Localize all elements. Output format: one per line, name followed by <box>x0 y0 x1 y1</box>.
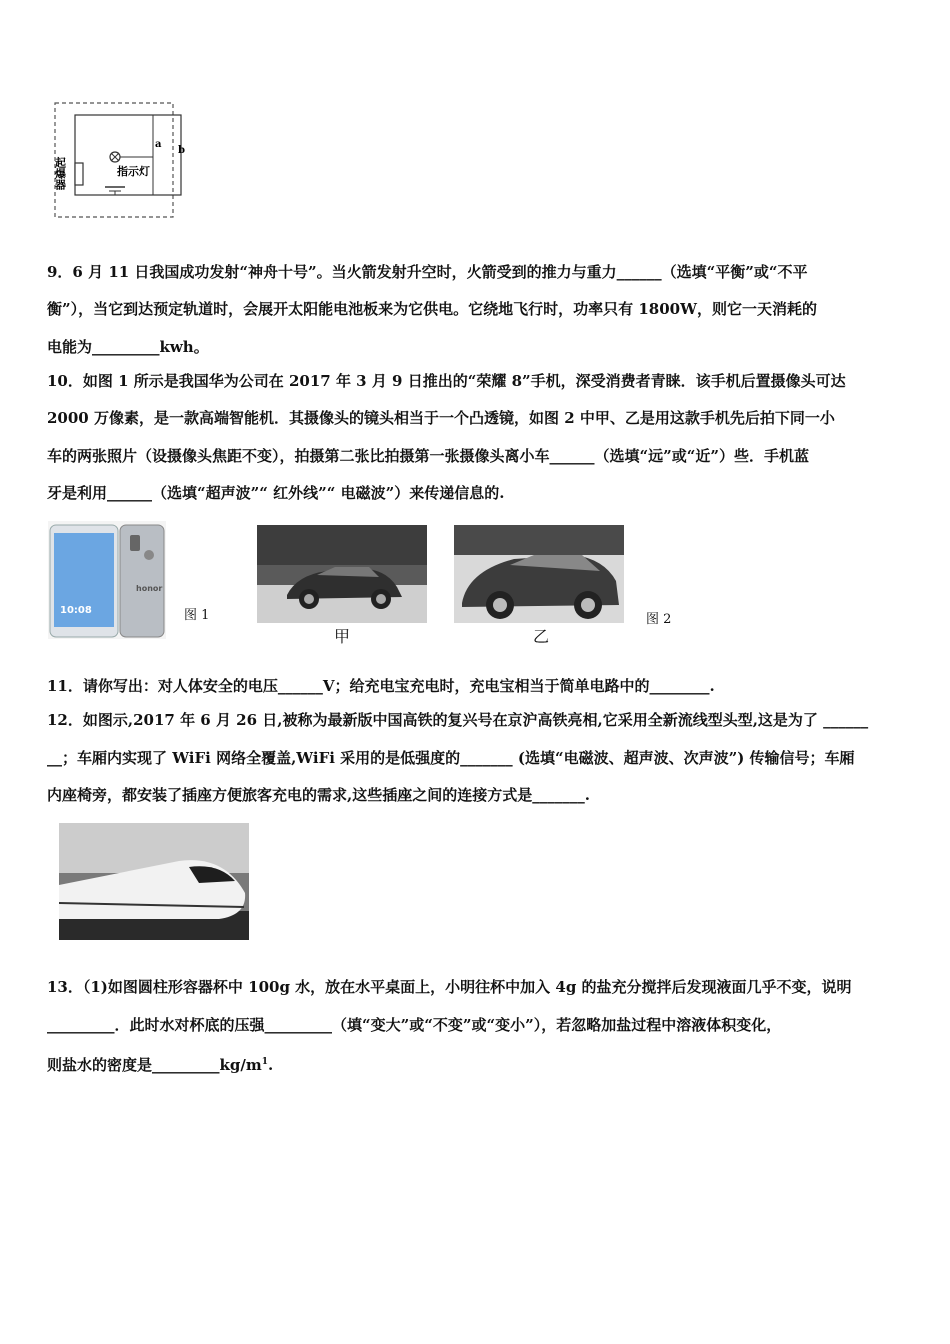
car-photo-b <box>454 525 624 623</box>
q12-line-3: 内座椅旁，都安装了插座方便旅客充电的需求,这些插座之间的连接方式是_______. <box>47 786 590 804</box>
q9-line-1: 9．6 月 11 日我国成功发射“神舟十号”。当火箭发射升空时，火箭受到的推力与重力______（选填“平衡”或“不平 <box>47 263 808 281</box>
train-image <box>59 823 249 940</box>
phone-image <box>48 521 166 639</box>
q13-unit-sup: 1 <box>261 1057 268 1067</box>
q13-line-3 <box>47 1052 273 1075</box>
car-a-caption: 甲 <box>334 627 351 646</box>
car-photo-a <box>257 525 427 623</box>
q11-line: 11．请你写出：对人体安全的电压______V；给充电宝充电时，充电宝相当于简单电路中的________. <box>47 677 715 695</box>
q10-line-3: 车的两张照片（设摄像头焦距不变），拍摄第二张比拍摄第一张摄像头离小车______（选填“远”或“近”）些．手机蓝 <box>47 447 810 465</box>
circuit-lamp-label: 指示灯 <box>117 165 150 178</box>
phone-brand: honor <box>136 584 163 593</box>
circuit-diagram <box>45 95 205 225</box>
q13-line-3-prefix: 则盐水的密度是_________kg/m <box>47 1056 262 1074</box>
fig1-caption: 图 1 <box>184 608 210 623</box>
q13-line-2: _________．此时水对杯底的压强_________（填“变大”或“不变”或“变小”），若忽略加盐过程中溶液体积变化， <box>47 1016 782 1034</box>
circuit-device-label: 起爆器 <box>53 157 67 190</box>
q13-line-1: 13．（1)如图圆柱形容器杯中 100g 水，放在水平桌面上，小明往杯中加入 4g 的盐充分搅拌后发现液面几乎不变，说明 <box>47 978 852 996</box>
q13-line-3-suffix: . <box>268 1056 274 1074</box>
q12-line-1: 12．如图示,2017 年 6 月 26 日,被称为最新版中国高铁的复兴号在京沪高铁亮相,它采用全新流线型头型,这是为了 ______ <box>47 711 869 729</box>
circuit-label-b: b <box>178 145 185 156</box>
q12-line-2: __；车厢内实现了 WiFi 网络全覆盖,WiFi 采用的是低强度的_______ (选填“电磁波、超声波、次声波”) 传输信号；车厢 <box>47 749 855 767</box>
fig2-caption: 图 2 <box>646 612 672 627</box>
q9-line-2: 衡”），当它到达预定轨道时，会展开太阳能电池板来为它供电。它绕地飞行时，功率只有 1800W，则它一天消耗的 <box>47 300 817 318</box>
car-b-caption: 乙 <box>533 627 550 646</box>
q9-line-3: 电能为_________kwh。 <box>47 338 209 356</box>
q10-line-1: 10．如图 1 所示是我国华为公司在 2017 年 3 月 9 日推出的“荣耀 8”手机，深受消费者青睐．该手机后置摄像头可达 <box>47 372 846 390</box>
q10-line-4: 牙是利用______（选填“超声波”“ 红外线”“ 电磁波”）来传递信息的. <box>47 484 505 502</box>
phone-time: 10:08 <box>60 605 92 616</box>
circuit-label-a: a <box>155 139 162 150</box>
q10-line-2: 2000 万像素，是一款高端智能机．其摄像头的镜头相当于一个凸透镜，如图 2 中甲、乙是用这款手机先后拍下同一小 <box>47 409 835 427</box>
